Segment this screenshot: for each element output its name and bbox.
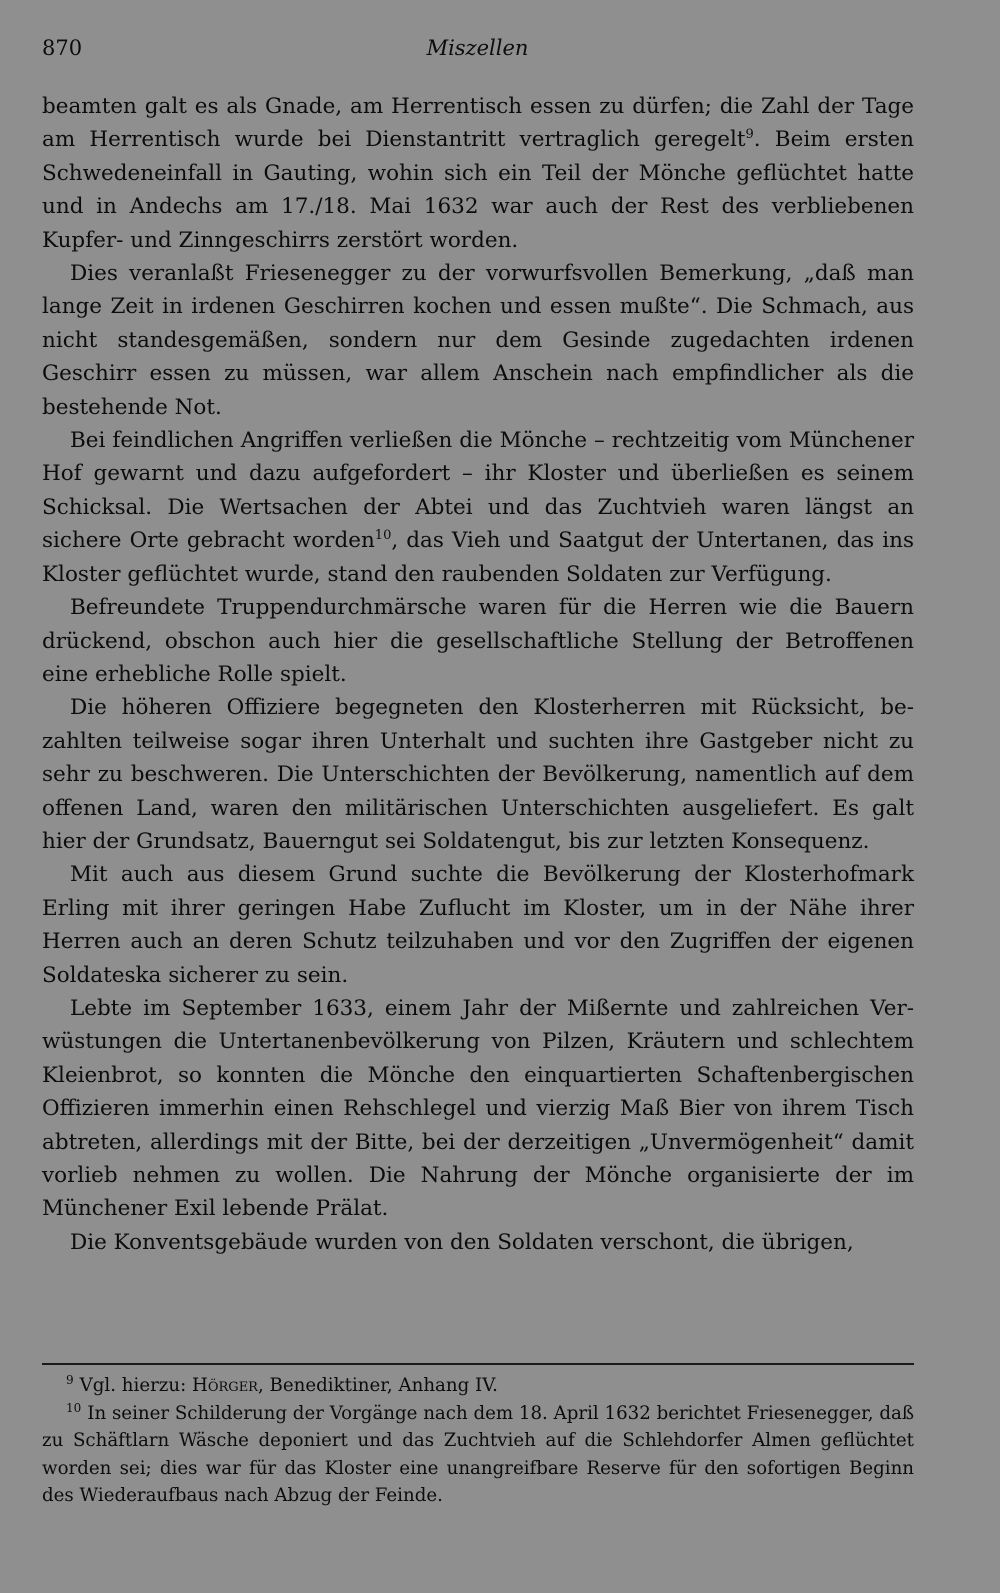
footnote-text: , Benediktiner, Anhang IV. [257,1375,498,1396]
footnote-mark: 10 [66,1400,82,1415]
paragraph: Die höheren Offiziere begegneten den Klosterherren mit Rücksicht, bezahlten teilweise sogar ihren Unterhalt und suchten ihre Gastgeber nicht zu sehr zu beschweren. Die Unterschichten der Bevölkerung, namentlich auf dem offenen Land, waren den militärischen Unterschichten ausgeliefert. Es galt hier der Grundsatz, Bauerngut sei Soldatengut, bis zur letzten Konsequenz. [42,695,914,854]
running-title: Miszellen [426,36,529,60]
footnote-reference: 9 [745,127,754,143]
footnote-reference: 10 [374,528,392,544]
paragraph: Dies veranlaßt Friesenegger zu der vorwurfsvollen Bemerkung, „daß man lange Zeit in irdenen Geschirren kochen und essen mußte“. Die Schmach, aus nicht standesgemäßen, sondern nur dem Gesinde zugedachten irdenen Geschirr essen zu müssen, war allem Anschein nach empfindlicher als die bestehende Not. [42,261,914,420]
paragraph: Befreundete Truppendurchmärsche waren für die Herren wie die Bauern drückend, obschon auch hier die gesellschaftliche Stellung der Betroffenen eine erhebliche Rolle spielt. [42,595,914,687]
paragraph-text: . Beim ersten Schwedeneinfall in Gauting, wohin sich ein Teil der Mönche geflüchtet hatte und in Andechs am 17./18. Mai 1632 war auch der Rest des verbliebenen Kupfer- und Zinngeschirrs zerstört worden. [42,127,914,253]
footnote [42,1400,914,1510]
footnote-text: In seiner Schilderung der Vorgänge nach dem 18. April 1632 berichtet Friesenegger, daß zu Schäftlarn Wäsche deponiert und das Zuchtvieh auf die Schlehdorfer Almen geflüchtet worden sei; dies war für das Kloster eine unangreifbare Reserve für den sofortigen Beginn des Wiederaufbaus nach Abzug der Feinde. [42,1402,914,1507]
footnotes [42,1372,914,1510]
page-number: 870 [42,36,83,60]
paragraph: Mit auch aus diesem Grund suchte die Bevölkerung der Klosterhofmark Erling mit ihrer geringen Habe Zuflucht im Kloster, um in der Nähe ihrer Herren auch an deren Schutz teilzuhaben und vor den Zugriffen der eigenen Soldateska sicherer zu sein. [42,862,914,988]
paragraph: Lebte im September 1633, einem Jahr der Mißernte und zahlreichen Verwüstungen die Untertanenbevölkerung von Pilzen, Kräutern und schlechtem Kleienbrot, so konnten die Mönche den einquartierten Schaftenbergischen Offizieren immerhin einen Rehschlegel und vierzig Maß Bier von ihrem Tisch abtreten, allerdings mit der Bitte, bei der derzeitigen „Unvermögenheit“ damit vorlieb nehmen zu wollen. Die Nahrung der Mönche organisierte der im Münchener Exil lebende Prälat. [42,995,914,1222]
footnote-divider [42,1363,914,1365]
paragraph: Die Konventsgebäude wurden von den Soldaten verschont, die übrigen, [70,1229,854,1255]
running-head [42,36,913,66]
body-text [42,90,914,1259]
paragraph-text: beamten galt es als Gnade, am Herrentisch essen zu dürfen; die Zahl der Tage am Herrentisch wurde bei Dienstantritt vertraglich geregelt [42,94,914,153]
footnote-author: Hörger [192,1375,258,1396]
paragraph [42,90,914,257]
paragraph-text: Bei feindlichen Angriffen verließen die Mönche – rechtzeitig vom Münchener Hof gewarnt und dazu aufgefordert – ihr Kloster und überließen es seinem Schicksal. Die Wertsachen der Abtei und das Zuchtvieh waren längst an sichere Orte gebracht worden [42,428,914,554]
paragraph [42,424,914,591]
paragraph-text: , das Vieh und Saatgut der Untertanen, das ins Kloster geflüchtet wurde, stand den raubenden Soldaten zur Verfügung. [42,528,914,587]
footnote-mark: 9 [66,1372,74,1387]
footnote [42,1372,914,1400]
footnote-text: Vgl. hierzu: [79,1375,192,1396]
